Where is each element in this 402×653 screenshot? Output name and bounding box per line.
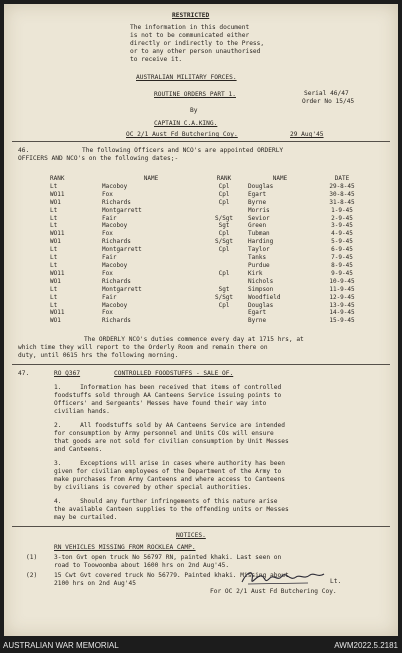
by-label: By: [190, 107, 198, 114]
para-3-line-1: 3. Exceptions will arise in cases where authority has been: [54, 460, 285, 467]
table-cell: 5-9-45: [331, 238, 353, 246]
table-cell: Lt: [50, 246, 58, 254]
table-cell: [200, 317, 248, 325]
table-cell: Byrne: [248, 317, 267, 325]
table-cell: [200, 262, 248, 270]
table-cell: Lt: [50, 206, 58, 214]
table-cell: Cpl: [218, 230, 230, 238]
table-cell: Sgt: [218, 285, 230, 293]
notice-1-line-2: road to Toowoomba about 1600 hrs on 2nd Aug'45.: [54, 562, 230, 569]
table-cell: 31-8-45: [329, 198, 355, 206]
col-date: DATE: [334, 175, 350, 182]
table-cell: Simpson: [248, 285, 274, 293]
table-cell: Byrne: [248, 198, 267, 206]
col-rank-2: RANK: [216, 175, 232, 182]
table-cell: 1-9-45: [331, 206, 353, 214]
notice-line-4: or to any other person unauthorised: [130, 48, 261, 55]
notices-divider: [12, 526, 390, 527]
table-row: [50, 215, 372, 223]
para-2-line-4: and Canteens.: [54, 446, 103, 453]
table-cell: WO11: [50, 309, 65, 317]
para-2-line-2: for consumption by Army personnel and Units COs will ensure: [54, 430, 274, 437]
table-cell: 13-9-45: [329, 301, 355, 309]
table-cell: Fox: [102, 230, 113, 238]
table-cell: Woodfield: [248, 293, 281, 301]
table-cell: Richards: [102, 277, 131, 285]
table-cell: [200, 278, 248, 286]
footer-accession-number: AWM2022.5.2181: [334, 641, 398, 650]
table-cell: WO11: [50, 269, 65, 277]
table-cell: S/Sgt: [214, 293, 234, 301]
orders-title: ROUTINE ORDERS PART 1.: [154, 91, 236, 98]
table-cell: 30-8-45: [329, 190, 355, 198]
table-cell: Lt: [50, 222, 58, 230]
table-cell: 10-9-45: [329, 277, 355, 285]
table-cell: Lt: [50, 285, 58, 293]
para-4-line-1: 4. Should any further infringements of this nature arise: [54, 498, 278, 505]
para-4-line-3: may be curtailed.: [54, 514, 118, 521]
table-cell: 11-9-45: [329, 285, 355, 293]
table-cell: [200, 254, 248, 262]
table-cell: Lt: [50, 293, 58, 301]
para-2-line-1: 2. All foodstuffs sold by AA Canteens Service are intended: [54, 422, 285, 429]
notice-2-line-1: 15 Cwt Gvt covered truck No 56779. Painted khaki. Missing about: [54, 572, 289, 579]
item-46-intro-2: OFFICERS AND NCO's on the following dates;-: [18, 155, 179, 162]
table-cell: WO11: [50, 230, 65, 238]
table-row: [50, 183, 372, 191]
table-cell: Richards: [102, 198, 131, 206]
order-number: Order No 15/45: [302, 98, 355, 105]
table-cell: Lt: [50, 301, 58, 309]
para-3-line-4: by civilians is covered by other special authorities.: [54, 484, 252, 491]
unit-name: OC 2/1 Aust Fd Butchering Coy.: [126, 131, 238, 138]
table-cell: WO11: [50, 190, 65, 198]
item-47-ro: RO Q367: [54, 370, 81, 377]
table-row: [50, 238, 372, 246]
notice-1-line-1: 3-ton Gvt open truck No 56797 RN, painted khaki. Last seen on: [54, 554, 282, 561]
table-cell: WO1: [50, 277, 61, 285]
table-cell: Purdue: [248, 261, 270, 269]
table-row: [50, 246, 372, 254]
para-3-line-3: make purchases from Army Canteens and where access to Canteens: [54, 476, 285, 483]
table-cell: 9-9-45: [331, 269, 353, 277]
table-row: [50, 278, 372, 286]
table-cell: Harding: [248, 238, 274, 246]
table-row: [50, 230, 372, 238]
table-cell: Fair: [102, 254, 117, 262]
table-row: [50, 302, 372, 310]
force-title: AUSTRALIAN MILITARY FORCES.: [136, 74, 237, 81]
captain-name: CAPTAIN C.A.KING.: [154, 120, 218, 127]
orderly-roster-table: [50, 175, 372, 325]
para-1-line-1: 1. Information has been received that items of controlled: [54, 384, 282, 391]
footer-institution: AUSTRALIAN WAR MEMORIAL: [3, 641, 119, 650]
table-row: [50, 309, 372, 317]
table-cell: Tanks: [248, 254, 267, 262]
table-cell: Morris: [248, 206, 270, 214]
table-cell: Fox: [102, 190, 113, 198]
table-row: [50, 286, 372, 294]
table-cell: Montgarrett: [102, 246, 142, 254]
notice-1-number: (1): [26, 554, 38, 561]
table-cell: 4-9-45: [331, 230, 353, 238]
document-page: [4, 4, 398, 636]
col-name-2: NAME: [272, 175, 288, 182]
table-cell: Nichols: [248, 277, 274, 285]
archive-footer: [0, 639, 402, 653]
table-cell: WO1: [50, 238, 61, 246]
table-cell: Macoboy: [102, 261, 128, 269]
roster-header-row: [50, 175, 372, 183]
table-cell: Lt: [50, 254, 58, 262]
para-1-line-2: foodstuffs sold through AA Canteens Service issuing points to: [54, 392, 282, 399]
table-cell: 2-9-45: [331, 214, 353, 222]
item-47-heading: CONTROLLED FOODSTUFFS - SALE OF.: [114, 370, 234, 377]
para-2-line-3: that goods are not sold for civilian consumption by Unit Messes: [54, 438, 289, 445]
table-cell: Sgt: [218, 222, 230, 230]
table-cell: Cpl: [218, 269, 230, 277]
table-cell: Lt: [50, 261, 58, 269]
table-cell: 14-9-45: [329, 309, 355, 317]
table-cell: Fair: [102, 293, 117, 301]
table-cell: Egart: [248, 309, 267, 317]
table-cell: Montgarrett: [102, 206, 142, 214]
table-cell: 6-9-45: [331, 246, 353, 254]
table-cell: Lt: [50, 182, 58, 190]
col-name-1: NAME: [143, 175, 159, 182]
notice-line-5: to receive it.: [130, 56, 183, 63]
table-cell: Douglas: [248, 301, 274, 309]
serial-number: Serial 46/47: [304, 90, 349, 97]
para-1-line-4: civilian hands.: [54, 408, 110, 415]
table-cell: Lt: [50, 214, 58, 222]
table-cell: WO1: [50, 198, 61, 206]
item-divider: [12, 364, 390, 365]
table-row: [50, 254, 372, 262]
table-row: [50, 191, 372, 199]
table-cell: Fox: [102, 269, 113, 277]
table-cell: Cpl: [218, 190, 230, 198]
table-cell: Cpl: [218, 246, 230, 254]
item-47-number: 47.: [18, 370, 30, 377]
table-cell: Fair: [102, 214, 117, 222]
table-cell: Montgarrett: [102, 285, 142, 293]
order-date: 29 Aug'45: [290, 131, 324, 138]
table-row: [50, 294, 372, 302]
notice-line-3: directly or indirectly to the Press,: [130, 40, 265, 47]
item-46-intro-1: The following Officers and NCO's are appointed ORDERLY: [82, 147, 284, 154]
item-46-number: 46.: [18, 147, 30, 154]
signature-graphic: [238, 566, 328, 588]
table-cell: 29-8-45: [329, 182, 355, 190]
table-cell: Tubman: [248, 230, 270, 238]
signoff-line: For OC 2/1 Aust Fd Butchering Coy.: [210, 588, 337, 595]
table-cell: Douglas: [248, 182, 274, 190]
para-1-line-3: Officers' and Sergeants' Messes have found their way into: [54, 400, 267, 407]
table-row: [50, 262, 372, 270]
table-cell: Green: [248, 222, 267, 230]
table-cell: Egart: [248, 190, 267, 198]
table-cell: Richards: [102, 238, 131, 246]
table-cell: Cpl: [218, 301, 230, 309]
header-divider: [12, 141, 390, 142]
notice-2-number: (2): [26, 572, 38, 579]
notice-line-1: The information in this document: [130, 24, 250, 31]
table-cell: 15-9-45: [329, 317, 355, 325]
signoff-rank: Lt.: [330, 578, 342, 585]
table-cell: Macoboy: [102, 301, 128, 309]
table-row: [50, 222, 372, 230]
table-row: [50, 270, 372, 278]
col-rank-1: RANK: [50, 175, 65, 182]
table-cell: 8-9-45: [331, 261, 353, 269]
para-3-line-2: given for civilian employees of the Department of the Army to: [54, 468, 282, 475]
table-cell: Macoboy: [102, 182, 128, 190]
table-cell: Cpl: [218, 198, 230, 206]
table-row: [50, 207, 372, 215]
table-cell: S/Sgt: [214, 238, 234, 246]
notices-subtitle: RN VEHICLES MISSING FROM ROCKLEA CAMP.: [54, 544, 196, 551]
table-cell: S/Sgt: [214, 214, 234, 222]
restricted-heading: RESTRICTED: [172, 12, 210, 19]
table-cell: WO1: [50, 317, 61, 325]
table-cell: [200, 309, 248, 317]
table-cell: Taylor: [248, 246, 270, 254]
table-cell: Kirk: [248, 269, 263, 277]
notices-title: NOTICES.: [176, 532, 206, 539]
table-cell: [200, 207, 248, 215]
table-cell: Macoboy: [102, 222, 128, 230]
table-cell: Richards: [102, 317, 131, 325]
table-cell: 12-9-45: [329, 293, 355, 301]
table-row: [50, 317, 372, 325]
table-cell: 7-9-45: [331, 254, 353, 262]
table-cell: Sevior: [248, 214, 270, 222]
table-cell: Cpl: [218, 182, 230, 190]
table-cell: 3-9-45: [331, 222, 353, 230]
duties-line-2: which time they will report to the Orderly Room and remain there on: [18, 344, 268, 351]
duties-line-3: duty, until 0615 hrs the following morning.: [18, 352, 179, 359]
notice-line-2: is not to be communicated either: [130, 32, 250, 39]
para-4-line-2: the available Canteen supplies to the offending units or Messes: [54, 506, 289, 513]
table-row: [50, 199, 372, 207]
table-cell: Fox: [102, 309, 113, 317]
notice-2-line-2: 2100 hrs on 2nd Aug'45: [54, 580, 136, 587]
duties-line-1: The ORDERLY NCO's duties commence every day at 1715 hrs, at: [84, 336, 304, 343]
